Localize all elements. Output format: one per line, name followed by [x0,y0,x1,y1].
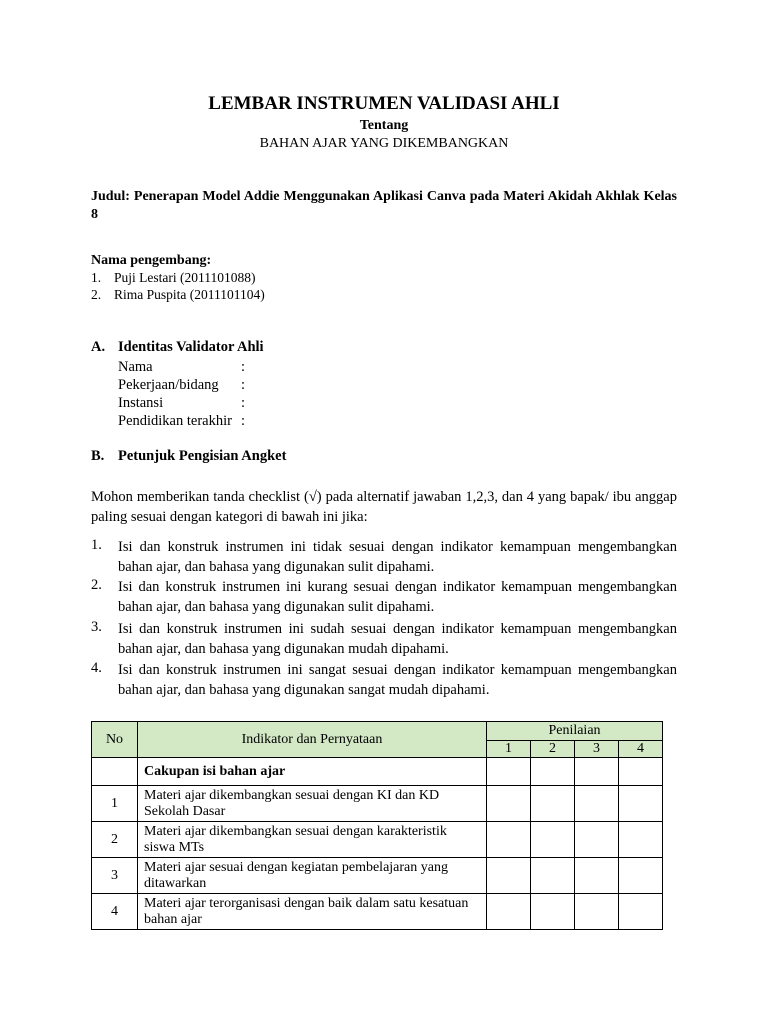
document-title: LEMBAR INSTRUMEN VALIDASI AHLI [208,93,560,114]
document-subtitle: Tentang [359,118,409,133]
instruction-num-1: 1. [91,537,102,553]
table-row-text: Materi ajar sesuai dengan kegiatan pembelajaran yang ditawarkan [138,858,487,894]
table-row [92,786,663,822]
table-header-score: Penilaian [487,722,663,741]
table-cell-empty [92,758,138,786]
document-subtitle-topic: BAHAN AJAR YANG DIKEMBANGKAN [259,136,509,151]
score-cell[interactable] [575,822,619,858]
table-header-no: No [92,722,138,758]
instruction-item-4: Isi dan konstruk instrumen ini sangat sesuai dengan indikator kemampuan mengembangkan bahan ajar, dan bahasa yang digunakan sangat mudah dipahami. [118,662,677,698]
table-header-indicator: Indikator dan Pernyataan [138,722,487,758]
table-row [92,894,663,930]
developer-name-2: Rima Puspita (2011101104) [114,287,265,302]
instruction-paragraph: Mohon memberikan tanda checklist (√) pada alternatif jawaban 1,2,3, dan 4 yang bapak/ ibu anggap paling sesuai dengan kategori di bawah ini jika: [91,489,677,525]
score-cell[interactable] [487,758,531,786]
table-row-text: Materi ajar dikembangkan sesuai dengan KI dan KD Sekolah Dasar [138,786,487,822]
score-cell[interactable] [487,858,531,894]
field-sep-instansi: : [241,395,246,411]
developer-num-1: 1. [91,270,102,285]
table-row-text: Materi ajar dikembangkan sesuai dengan karakteristik siswa MTs [138,822,487,858]
section-a-letter: A. [91,339,106,355]
instruction-item-1: Isi dan konstruk instrumen ini tidak sesuai dengan indikator kemampuan mengembangkan bahan ajar, dan bahasa yang digunakan sulit dipahami. [118,539,677,575]
section-b-heading: Petunjuk Pengisian Angket [118,448,287,464]
field-sep-pendidikan: : [241,413,246,429]
score-cell[interactable] [487,822,531,858]
table-row [92,758,663,786]
score-cell[interactable] [487,786,531,822]
table-row-no: 4 [92,894,138,930]
score-cell[interactable] [619,758,663,786]
score-cell[interactable] [575,786,619,822]
table-header-score-3: 3 [575,741,619,758]
score-cell[interactable] [531,758,575,786]
table-header-score-1: 1 [487,741,531,758]
instruction-num-3: 3. [91,619,102,635]
table-row-text: Materi ajar terorganisasi dengan baik dalam satu kesatuan bahan ajar [138,894,487,930]
field-sep-nama: : [241,359,246,375]
section-b-letter: B. [91,448,105,464]
table-row [92,858,663,894]
field-label-pendidikan: Pendidikan terakhir [118,413,232,429]
instruction-num-4: 4. [91,660,102,676]
table-row [92,822,663,858]
section-a-heading: Identitas Validator Ahli [118,339,264,355]
developer-num-2: 2. [91,287,102,302]
score-cell[interactable] [531,858,575,894]
table-row-no: 1 [92,786,138,822]
document-judul: Judul: Penerapan Model Addie Menggunakan Aplikasi Canva pada Materi Akidah Akhlak Kelas 8 [91,189,677,222]
field-label-nama: Nama [118,359,153,375]
score-cell[interactable] [619,822,663,858]
table-section-title: Cakupan isi bahan ajar [138,758,487,786]
score-cell[interactable] [531,822,575,858]
score-cell[interactable] [575,894,619,930]
score-cell[interactable] [619,858,663,894]
instruction-num-2: 2. [91,577,102,593]
validation-table [91,721,663,930]
score-cell[interactable] [487,894,531,930]
score-cell[interactable] [619,894,663,930]
score-cell[interactable] [531,786,575,822]
score-cell[interactable] [575,758,619,786]
score-cell[interactable] [575,858,619,894]
instruction-item-2: Isi dan konstruk instrumen ini kurang sesuai dengan indikator kemampuan mengembangkan bahan ajar, dan bahasa yang digunakan sulit dipahami. [118,579,677,615]
score-cell[interactable] [619,786,663,822]
field-label-instansi: Instansi [118,395,164,411]
developer-name-1: Puji Lestari (2011101088) [114,270,256,285]
table-row-no: 3 [92,858,138,894]
field-sep-pekerjaan: : [241,377,246,393]
score-cell[interactable] [531,894,575,930]
table-header-score-4: 4 [619,741,663,758]
field-label-pekerjaan: Pekerjaan/bidang [118,377,219,393]
instruction-item-3: Isi dan konstruk instrumen ini sudah sesuai dengan indikator kemampuan mengembangkan bahan ajar, dan bahasa yang digunakan mudah dipahami. [118,621,677,657]
table-row-no: 2 [92,822,138,858]
table-header-score-2: 2 [531,741,575,758]
developers-label: Nama pengembang: [91,253,212,268]
